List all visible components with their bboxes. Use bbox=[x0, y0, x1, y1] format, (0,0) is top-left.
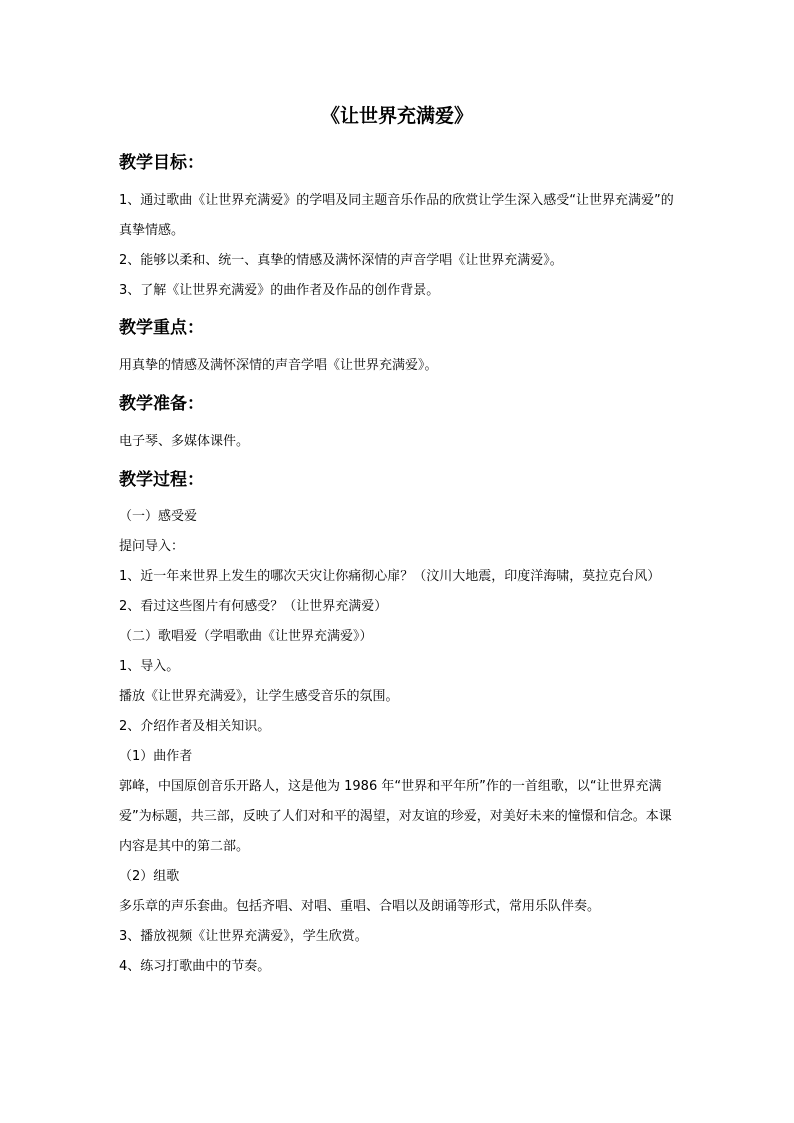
process-subheading: （二）歌唱爱（学唱歌曲《让世界充满爱》） bbox=[119, 629, 373, 644]
process-item: 1、近一年来世界上发生的哪次天灾让你痛彻心扉？（汶川大地震，印度洋海啸，莫拉克台风） bbox=[119, 569, 661, 584]
section-heading-preparation: 教学准备： bbox=[119, 394, 204, 414]
process-item: 郭峰，中国原创音乐开路人，这是他为 1986 年“世界和平年所”作的一首组歌，以“让世界充满爱”为标题，共三部，反映了人们对和平的渴望，对友谊的珍爱，对美好未来的憧憬和信念。本课内容是其中的第二部。 bbox=[119, 779, 672, 854]
process-item: 4、练习打歌曲中的节奏。 bbox=[119, 959, 271, 974]
goal-item: 3、了解《让世界充满爱》的曲作者及作品的创作背景。 bbox=[119, 283, 440, 298]
key-point-item: 用真挚的情感及满怀深情的声音学唱《让世界充满爱》。 bbox=[119, 358, 438, 373]
process-item: 2、看过这些图片有何感受？（让世界充满爱） bbox=[119, 599, 388, 614]
process-item: 多乐章的声乐套曲。包括齐唱、对唱、重唱、合唱以及朗诵等形式，常用乐队伴奏。 bbox=[119, 899, 601, 914]
section-heading-process: 教学过程： bbox=[119, 470, 204, 490]
process-subheading: （1）曲作者 bbox=[119, 749, 193, 764]
section-heading-goals: 教学目标： bbox=[119, 153, 204, 173]
process-subheading: （2）组歌 bbox=[119, 869, 180, 884]
goal-item: 1、通过歌曲《让世界充满爱》的学唱及同主题音乐作品的欣赏让学生深入感受“让世界充满爱”的真挚情感。 bbox=[119, 193, 674, 238]
process-item: 提问导入： bbox=[119, 539, 185, 554]
process-subheading: （一）感受爱 bbox=[119, 509, 198, 524]
section-heading-key-points: 教学重点： bbox=[119, 318, 204, 338]
process-item: 播放《让世界充满爱》，让学生感受音乐的氛围。 bbox=[119, 689, 399, 704]
process-item: 1、导入。 bbox=[119, 659, 180, 674]
document-body bbox=[119, 145, 681, 982]
preparation-item: 电子琴、多媒体课件。 bbox=[119, 434, 250, 449]
document-title: 《让世界充满爱》 bbox=[320, 105, 473, 127]
goal-item: 2、能够以柔和、统一、真挚的情感及满怀深情的声音学唱《让世界充满爱》。 bbox=[119, 253, 563, 268]
process-item: 2、介绍作者及相关知识。 bbox=[119, 719, 271, 734]
process-item: 3、播放视频《让世界充满爱》，学生欣赏。 bbox=[119, 929, 368, 944]
